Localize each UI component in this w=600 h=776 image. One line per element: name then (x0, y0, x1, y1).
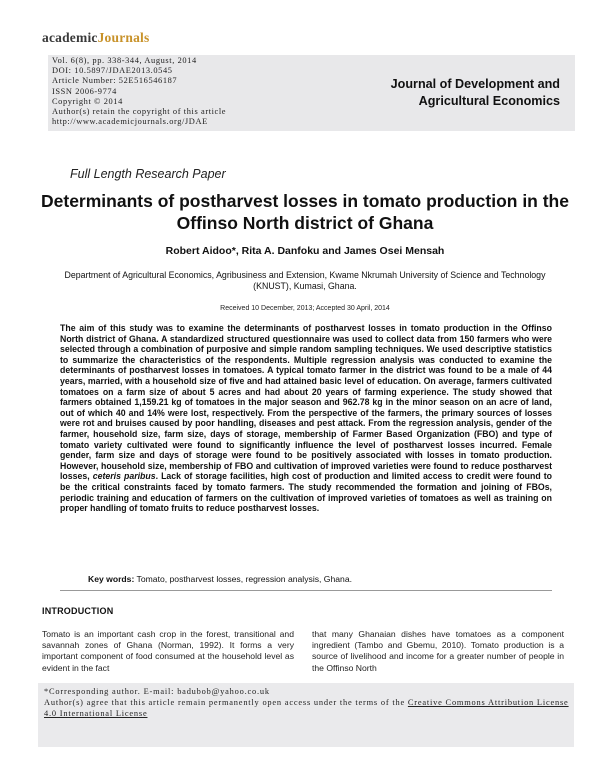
meta-copyright: Copyright © 2014 (52, 96, 123, 106)
meta-issn: ISSN 2006-9774 (52, 86, 117, 96)
meta-url[interactable]: http://www.academicjournals.org/JDAE (52, 117, 208, 127)
journal-title: Journal of Development and Agricultural Economics (390, 77, 560, 108)
meta-volume: Vol. 6(8), pp. 338-344, August, 2014 (52, 56, 197, 65)
paper-type: Full Length Research Paper (70, 167, 226, 181)
publisher-logo: academicJournals (42, 30, 150, 45)
license-link[interactable]: Creative Commons Attribution License 4.0 International License (44, 698, 569, 718)
affiliation: Department of Agricultural Economics, Agribusiness and Extension, Kwame Nkrumah University of Science and Technology (KNUST), Kumasi, Ghana. (64, 270, 546, 291)
abstract: The aim of this study was to examine the determinants of postharvest losses in tomato production in the Offinso North district of Ghana. A standardized structured questionnaire was used to collect data from 150 farmers who were selected through a combination of purposive and simple random sampling techniques. We used descriptive statistics to summarize the characteristics of the respondents. Multiple regression analysis was conducted to examine the determinants of postharvest losses in tomatoes. A typical tomato farmer in the district was found to be a male of 44 years, married, with a household size of five and had attained basic level of education. On average, farmers cultivated tomatoes on a farm size of about 5 acres and had about 20 years of farming experience. The study showed that farmers obtained 1,159.21 kg of tomatoes in the major season and 962.78 kg in the minor season on an acre of land, out of which 40 and 14% were lost, respectively. From the perspective of the farmers, the primary sources of losses were rot and bruises caused by poor handling, diseases and pest attack. From the regression analysis, gender of the farmer, household size, farm size, days of storage, membership of Farmer Based Organization (FBO) and type of tomato variety cultivated were found to significantly influence the level of postharvest losses incurred. Female gender, farm size and days of storage were found to be positively associated with losses in tomato production. However, household size, membership of FBO and cultivation of improved varieties were found to reduce postharvest losses, ceteris paribus. Lack of storage facilities, high cost of production and limited access to credit were found to be the critical constraints faced by tomato farmers. The study recommended the formation and joining of FBOs, periodic training and education of farmers on the cultivation of improved varieties of tomatoes as well as training on proper handling of tomato fruits to reduce postharvest losses. (60, 323, 553, 514)
keywords-label: Key words: (88, 574, 135, 584)
corresponding-author: *Corresponding author. E-mail: badubob@yahoo.co.uk (44, 687, 270, 696)
license-note: Author(s) agree that this article remain permanently open access under the terms of the Creative Commons Attribution License 4.0 International License (44, 698, 569, 718)
paper-title: Determinants of postharvest losses in tomato production in the Offinso North district of Ghana (41, 191, 569, 233)
authors: Robert Aidoo*, Rita A. Danfoku and James Osei Mensah (165, 245, 445, 257)
meta-doi[interactable]: DOI: 10.5897/JDAE2013.0545 (52, 66, 173, 76)
divider (60, 590, 552, 591)
meta-rights: Author(s) retain the copyright of this article (52, 107, 227, 117)
received-date: Received 10 December, 2013; Accepted 30 April, 2014 (220, 305, 390, 312)
intro-column-1: Tomato is an important cash crop in the forest, transitional and savannah zones of Ghana (Norman, 1992). It forms a very important component of food consumed at the household level as evident in the fact (42, 629, 294, 673)
keywords (88, 574, 558, 584)
section-heading-introduction: INTRODUCTION (42, 606, 114, 616)
article-metadata (52, 56, 226, 127)
keywords-text: Tomato, postharvest losses, regression analysis, Ghana. (134, 574, 352, 584)
meta-article-number: Article Number: 52E516546187 (52, 76, 178, 86)
intro-column-2: that many Ghanaian dishes have tomatoes as a component ingredient (Tambo and Gbemu, 2010). Tomato production is a source of livelihood and income for a greater number of people in the Offinso North (312, 629, 564, 673)
footnote (44, 686, 572, 719)
